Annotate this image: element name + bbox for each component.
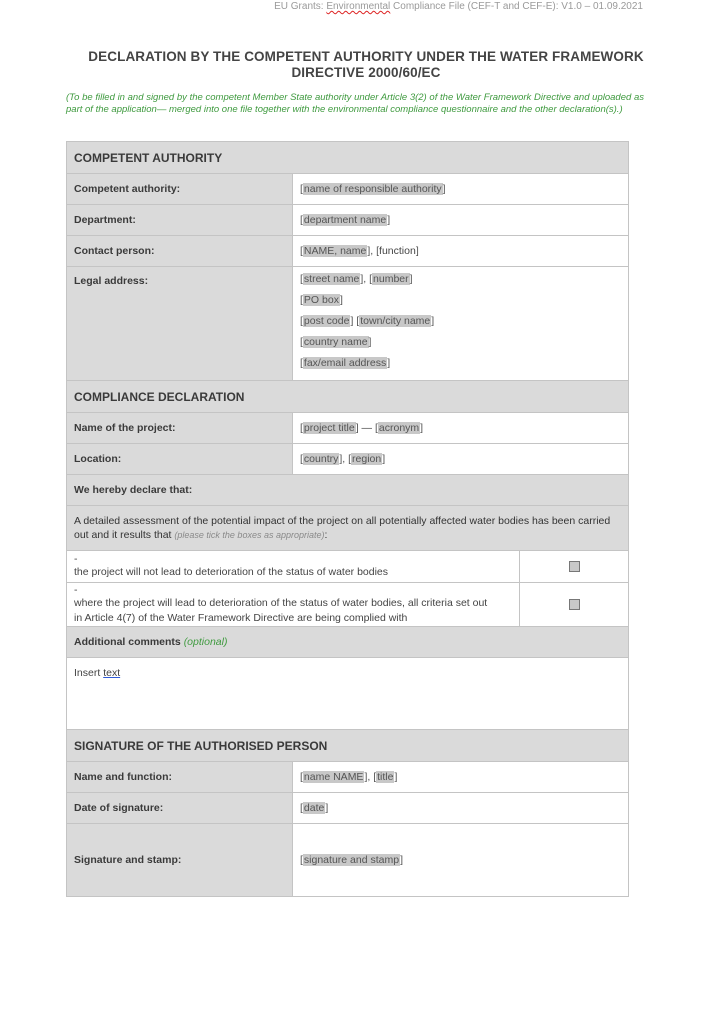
declaration-item-1: -the project will not lead to deterioration of the status of water bodies (67, 551, 520, 583)
section-row (67, 142, 629, 174)
instructions-text: (To be filled in and signed by the competent Member State authority under Article 3(2) of the Water Framework Directive and uploaded as part of the application— merged into one file together with the environmental compliance questionnaire and the other declaration(s).) (66, 92, 644, 116)
form-row (67, 174, 629, 205)
form-row (67, 658, 629, 730)
location-field[interactable]: [country], [region] (293, 444, 629, 475)
no-deterioration-checkbox[interactable] (569, 561, 580, 572)
department-label: Department: (67, 205, 293, 236)
form-row (67, 627, 629, 658)
name-function-field[interactable]: [name NAME], [title] (293, 762, 629, 793)
header-underlined-word: Environmental (326, 1, 391, 12)
signature-stamp-field[interactable]: [signature and stamp] (293, 824, 629, 897)
form-row (67, 413, 629, 444)
header-prefix: EU Grants: (274, 1, 327, 12)
declaration-item-2: -where the project will lead to deterioration of the status of water bodies, all criteria set out in Article 4(7) of the Water Framework Directive are being complied with (67, 583, 520, 627)
additional-comments-label: Additional comments (optional) (67, 627, 629, 658)
form-row (67, 267, 629, 381)
date-of-signature-label: Date of signature: (67, 793, 293, 824)
form-row (67, 205, 629, 236)
document-title: DECLARATION BY THE COMPETENT AUTHORITY UNDER THE WATER FRAMEWORK DIRECTIVE 2000/60/EC (88, 49, 644, 80)
assessment-statement: A detailed assessment of the potential impact of the project on all potentially affected water bodies has been carried out and it results that (please tick the boxes as appropriate): (67, 506, 629, 551)
project-name-field[interactable]: [project title] — [acronym] (293, 413, 629, 444)
section-row (67, 381, 629, 413)
department-field[interactable]: [department name] (293, 205, 629, 236)
project-name-label: Name of the project: (67, 413, 293, 444)
checkbox-row (67, 583, 629, 627)
name-function-label: Name and function: (67, 762, 293, 793)
article-4-7-compliance-checkbox[interactable] (569, 599, 580, 610)
declaration-form (66, 141, 629, 897)
compliance-declaration-heading: COMPLIANCE DECLARATION (67, 381, 629, 413)
signature-stamp-label: Signature and stamp: (67, 824, 293, 897)
legal-address-field[interactable]: [street name], [number] [PO box] [post code] [town/city name] [country name] [fax/email address] (293, 267, 629, 381)
page-header (274, 1, 643, 12)
form-row (67, 506, 629, 551)
contact-person-label: Contact person: (67, 236, 293, 267)
contact-person-field[interactable]: [NAME, name], [function] (293, 236, 629, 267)
form-row (67, 444, 629, 475)
signature-heading: SIGNATURE OF THE AUTHORISED PERSON (67, 730, 629, 762)
legal-address-label: Legal address: (67, 267, 293, 381)
form-row (67, 475, 629, 506)
competent-authority-heading: COMPETENT AUTHORITY (67, 142, 629, 174)
section-row (67, 730, 629, 762)
additional-comments-field[interactable]: Insert text (67, 658, 629, 730)
checkbox-row (67, 551, 629, 583)
form-row (67, 793, 629, 824)
competent-authority-label: Competent authority: (67, 174, 293, 205)
declare-label: We hereby declare that: (67, 475, 629, 506)
competent-authority-field[interactable]: [name of responsible authority] (293, 174, 629, 205)
location-label: Location: (67, 444, 293, 475)
form-row (67, 762, 629, 793)
form-row (67, 236, 629, 267)
header-suffix: Compliance File (CEF-T and CEF-E): V1.0 – 01.09.2021 (390, 1, 643, 12)
form-row (67, 824, 629, 897)
date-of-signature-field[interactable]: [date] (293, 793, 629, 824)
